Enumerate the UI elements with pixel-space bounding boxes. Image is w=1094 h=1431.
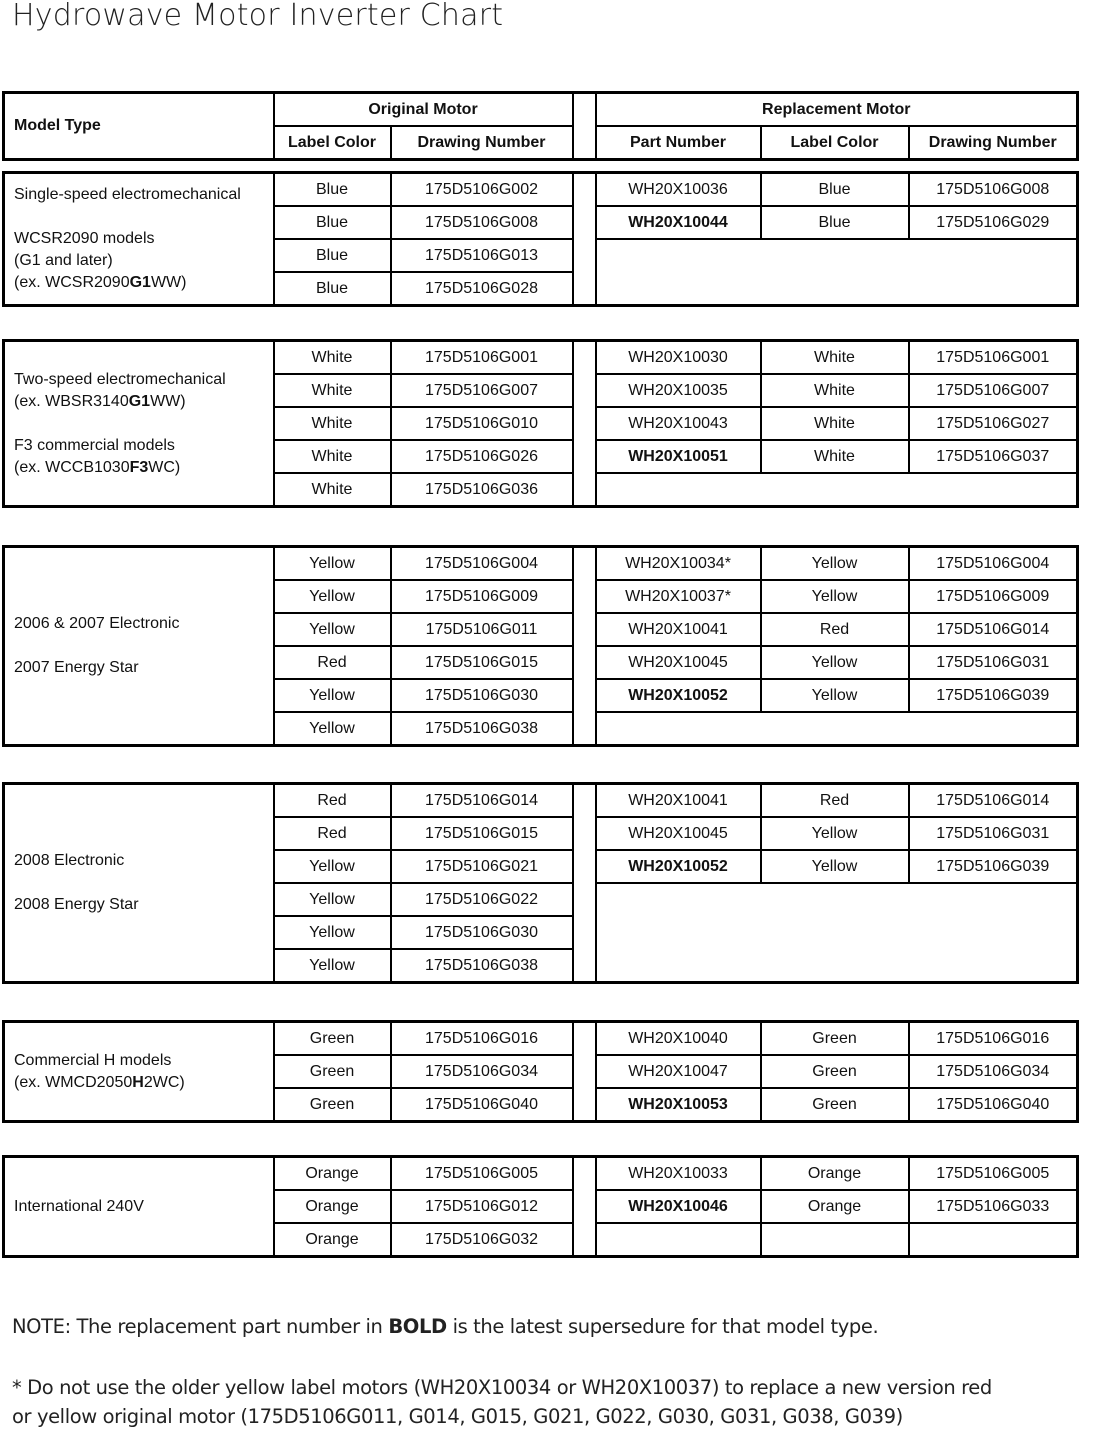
original-label-color: Orange (274, 1190, 391, 1223)
model-type-cell (4, 1022, 274, 1122)
motor-group-table (2, 1020, 1079, 1123)
replacement-empty (596, 712, 1078, 746)
original-drawing-number: 175D5106G002 (391, 173, 573, 207)
replacement-part-number: WH20X10030 (596, 341, 761, 375)
original-drawing-number: 175D5106G015 (391, 817, 573, 850)
original-drawing-number: 175D5106G004 (391, 547, 573, 581)
table-row (4, 1157, 1078, 1191)
replacement-label-color: White (761, 407, 909, 440)
replacement-part-number: WH20X10033 (596, 1157, 761, 1191)
header-separator (573, 93, 596, 160)
original-drawing-number: 175D5106G021 (391, 850, 573, 883)
model-type-cell (4, 547, 274, 746)
replacement-drawing-number: 175D5106G029 (909, 206, 1078, 239)
replacement-label-color: Yellow (761, 679, 909, 712)
note-warning-line-2: or yellow original motor (175D5106G011, G014, G015, G021, G022, G030, G031, G038, G039) (12, 1405, 903, 1428)
replacement-label-color: Orange (761, 1190, 909, 1223)
original-drawing-number: 175D5106G013 (391, 239, 573, 272)
motor-group-table (2, 782, 1079, 984)
header-part-number: Part Number (596, 126, 761, 160)
model-type-line: 2006 & 2007 Electronic (14, 615, 180, 632)
replacement-drawing-number: 175D5106G039 (909, 850, 1078, 883)
original-label-color: White (274, 341, 391, 375)
column-separator (573, 784, 596, 983)
original-label-color: Blue (274, 272, 391, 306)
original-drawing-number: 175D5106G009 (391, 580, 573, 613)
replacement-part-number: WH20X10036 (596, 173, 761, 207)
original-label-color: Blue (274, 206, 391, 239)
model-type-line: Two-speed electromechanical (14, 370, 226, 388)
header-original-label-color: Label Color (274, 126, 391, 160)
replacement-label-color: Blue (761, 173, 909, 207)
replacement-drawing-number: 175D5106G031 (909, 817, 1078, 850)
header-table (2, 91, 1079, 161)
model-type-cell (4, 1157, 274, 1257)
original-label-color: Red (274, 646, 391, 679)
original-label-color: Yellow (274, 949, 391, 983)
original-drawing-number: 175D5106G008 (391, 206, 573, 239)
motor-group-table (2, 171, 1079, 307)
original-label-color: Orange (274, 1223, 391, 1257)
original-label-color: White (274, 374, 391, 407)
original-drawing-number: 175D5106G011 (391, 613, 573, 646)
replacement-drawing-number: 175D5106G016 (909, 1022, 1078, 1056)
replacement-label-color: Blue (761, 206, 909, 239)
motor-group-table (2, 339, 1079, 508)
replacement-label-color: Yellow (761, 850, 909, 883)
replacement-drawing-number: 175D5106G007 (909, 374, 1078, 407)
replacement-part-number: WH20X10034* (596, 547, 761, 581)
replacement-drawing-number: 175D5106G034 (909, 1055, 1078, 1088)
original-drawing-number: 175D5106G034 (391, 1055, 573, 1088)
header-replacement-drawing-number: Drawing Number (909, 126, 1078, 160)
replacement-part-number: WH20X10044 (596, 206, 761, 239)
original-label-color: Green (274, 1022, 391, 1056)
replacement-label-color: Red (761, 613, 909, 646)
model-type-line: International 240V (14, 1197, 144, 1215)
replacement-label-color: White (761, 374, 909, 407)
replacement-label-color: Red (761, 784, 909, 818)
replacement-drawing-number: 175D5106G039 (909, 679, 1078, 712)
model-type-line: (ex. WCSR2090G1WW) (14, 274, 187, 291)
original-drawing-number: 175D5106G005 (391, 1157, 573, 1191)
model-type-line (14, 206, 273, 228)
original-drawing-number: 175D5106G007 (391, 374, 573, 407)
column-separator (573, 1022, 596, 1122)
replacement-label-color: White (761, 341, 909, 375)
motor-group-table (2, 1155, 1079, 1258)
model-type-cell (4, 784, 274, 983)
replacement-part-number: WH20X10037* (596, 580, 761, 613)
model-type-line: F3 commercial models (14, 436, 175, 454)
replacement-part-number: WH20X10043 (596, 407, 761, 440)
model-type-line: (G1 and later) (14, 252, 113, 269)
table-row (4, 173, 1078, 207)
replacement-drawing-number: 175D5106G005 (909, 1157, 1078, 1191)
original-label-color: Yellow (274, 580, 391, 613)
model-type-line (14, 635, 273, 657)
replacement-empty (596, 239, 1078, 306)
original-label-color: Yellow (274, 916, 391, 949)
original-label-color: White (274, 473, 391, 507)
table-row (4, 547, 1078, 581)
replacement-drawing-number: 175D5106G027 (909, 407, 1078, 440)
replacement-drawing-number: 175D5106G014 (909, 613, 1078, 646)
original-drawing-number: 175D5106G016 (391, 1022, 573, 1056)
original-label-color: White (274, 407, 391, 440)
model-type-line: Commercial H models (14, 1051, 172, 1069)
replacement-drawing-number: 175D5106G004 (909, 547, 1078, 581)
replacement-label-color: Yellow (761, 646, 909, 679)
table-row (4, 1022, 1078, 1056)
replacement-drawing-number: 175D5106G040 (909, 1088, 1078, 1122)
model-type-line: (ex. WBSR3140G1WW) (14, 392, 186, 410)
original-label-color: Yellow (274, 679, 391, 712)
model-type-line: (ex. WMCD2050H2WC) (14, 1073, 185, 1091)
replacement-part-number: WH20X10052 (596, 679, 761, 712)
original-drawing-number: 175D5106G012 (391, 1190, 573, 1223)
note-bold-explanation: NOTE: The replacement part number in BOLD is the latest supersedure for that model type. (12, 1315, 879, 1338)
original-label-color: Red (274, 784, 391, 818)
motor-group-table (2, 545, 1079, 747)
note-warning-line-1: * Do not use the older yellow label motors (WH20X10034 or WH20X10037) to replace a new version red (12, 1376, 992, 1399)
model-type-line: 2008 Electronic (14, 852, 125, 869)
original-drawing-number: 175D5106G038 (391, 712, 573, 746)
replacement-drawing-number: 175D5106G014 (909, 784, 1078, 818)
replacement-part-number: WH20X10052 (596, 850, 761, 883)
column-separator (573, 547, 596, 746)
replacement-part-number: WH20X10053 (596, 1088, 761, 1122)
replacement-drawing-number: 175D5106G008 (909, 173, 1078, 207)
replacement-part-number: WH20X10040 (596, 1022, 761, 1056)
model-type-line: (ex. WCCB1030F3WC) (14, 458, 181, 476)
original-drawing-number: 175D5106G026 (391, 440, 573, 473)
original-label-color: Yellow (274, 883, 391, 916)
original-drawing-number: 175D5106G028 (391, 272, 573, 306)
model-type-line (14, 413, 273, 435)
replacement-label-color: Yellow (761, 817, 909, 850)
replacement-empty (596, 883, 1078, 983)
original-label-color: Blue (274, 239, 391, 272)
model-type-line: Single-speed electromechanical (14, 186, 241, 203)
replacement-part-number: WH20X10045 (596, 817, 761, 850)
column-separator (573, 1157, 596, 1257)
original-label-color: Red (274, 817, 391, 850)
replacement-part-number: WH20X10047 (596, 1055, 761, 1088)
replacement-part-number: WH20X10046 (596, 1190, 761, 1223)
replacement-label-color: Green (761, 1022, 909, 1056)
model-type-cell (4, 173, 274, 306)
original-label-color: Yellow (274, 850, 391, 883)
replacement-part-number: WH20X10045 (596, 646, 761, 679)
replacement-label-color: Green (761, 1055, 909, 1088)
original-drawing-number: 175D5106G030 (391, 916, 573, 949)
replacement-part-number: WH20X10041 (596, 613, 761, 646)
original-drawing-number: 175D5106G001 (391, 341, 573, 375)
model-type-cell (4, 341, 274, 507)
header-original-drawing-number: Drawing Number (391, 126, 573, 160)
header-model-type: Model Type (4, 93, 274, 160)
original-drawing-number: 175D5106G040 (391, 1088, 573, 1122)
original-drawing-number: 175D5106G010 (391, 407, 573, 440)
original-label-color: Orange (274, 1157, 391, 1191)
original-label-color: Green (274, 1088, 391, 1122)
model-type-line: WCSR2090 models (14, 230, 155, 247)
replacement-drawing-number: 175D5106G033 (909, 1190, 1078, 1223)
model-type-line (14, 872, 273, 894)
replacement-drawing-number: 175D5106G037 (909, 440, 1078, 473)
original-drawing-number: 175D5106G032 (391, 1223, 573, 1257)
original-label-color: Blue (274, 173, 391, 207)
replacement-drawing-number: 175D5106G001 (909, 341, 1078, 375)
original-drawing-number: 175D5106G036 (391, 473, 573, 507)
model-type-line: 2008 Energy Star (14, 896, 139, 913)
table-row (4, 341, 1078, 375)
original-drawing-number: 175D5106G022 (391, 883, 573, 916)
replacement-label-color: Green (761, 1088, 909, 1122)
table-row (4, 784, 1078, 818)
replacement-drawing-number: 175D5106G009 (909, 580, 1078, 613)
header-original-motor: Original Motor (274, 93, 573, 127)
replacement-drawing-number: 175D5106G031 (909, 646, 1078, 679)
original-label-color: Yellow (274, 712, 391, 746)
replacement-label-color: Orange (761, 1157, 909, 1191)
replacement-part-number: WH20X10035 (596, 374, 761, 407)
original-drawing-number: 175D5106G015 (391, 646, 573, 679)
column-separator (573, 173, 596, 306)
replacement-empty (596, 473, 1078, 507)
replacement-empty (596, 1223, 761, 1257)
original-drawing-number: 175D5106G030 (391, 679, 573, 712)
model-type-line: 2007 Energy Star (14, 659, 139, 676)
column-separator (573, 341, 596, 507)
page-title: Hydrowave Motor Inverter Chart (12, 0, 504, 33)
original-label-color: Yellow (274, 613, 391, 646)
replacement-empty (761, 1223, 909, 1257)
header-replacement-motor: Replacement Motor (596, 93, 1078, 127)
original-label-color: Green (274, 1055, 391, 1088)
original-drawing-number: 175D5106G014 (391, 784, 573, 818)
replacement-label-color: White (761, 440, 909, 473)
replacement-part-number: WH20X10041 (596, 784, 761, 818)
original-label-color: Yellow (274, 547, 391, 581)
header-replacement-label-color: Label Color (761, 126, 909, 160)
original-label-color: White (274, 440, 391, 473)
replacement-empty (909, 1223, 1078, 1257)
original-drawing-number: 175D5106G038 (391, 949, 573, 983)
replacement-label-color: Yellow (761, 580, 909, 613)
replacement-part-number: WH20X10051 (596, 440, 761, 473)
replacement-label-color: Yellow (761, 547, 909, 581)
